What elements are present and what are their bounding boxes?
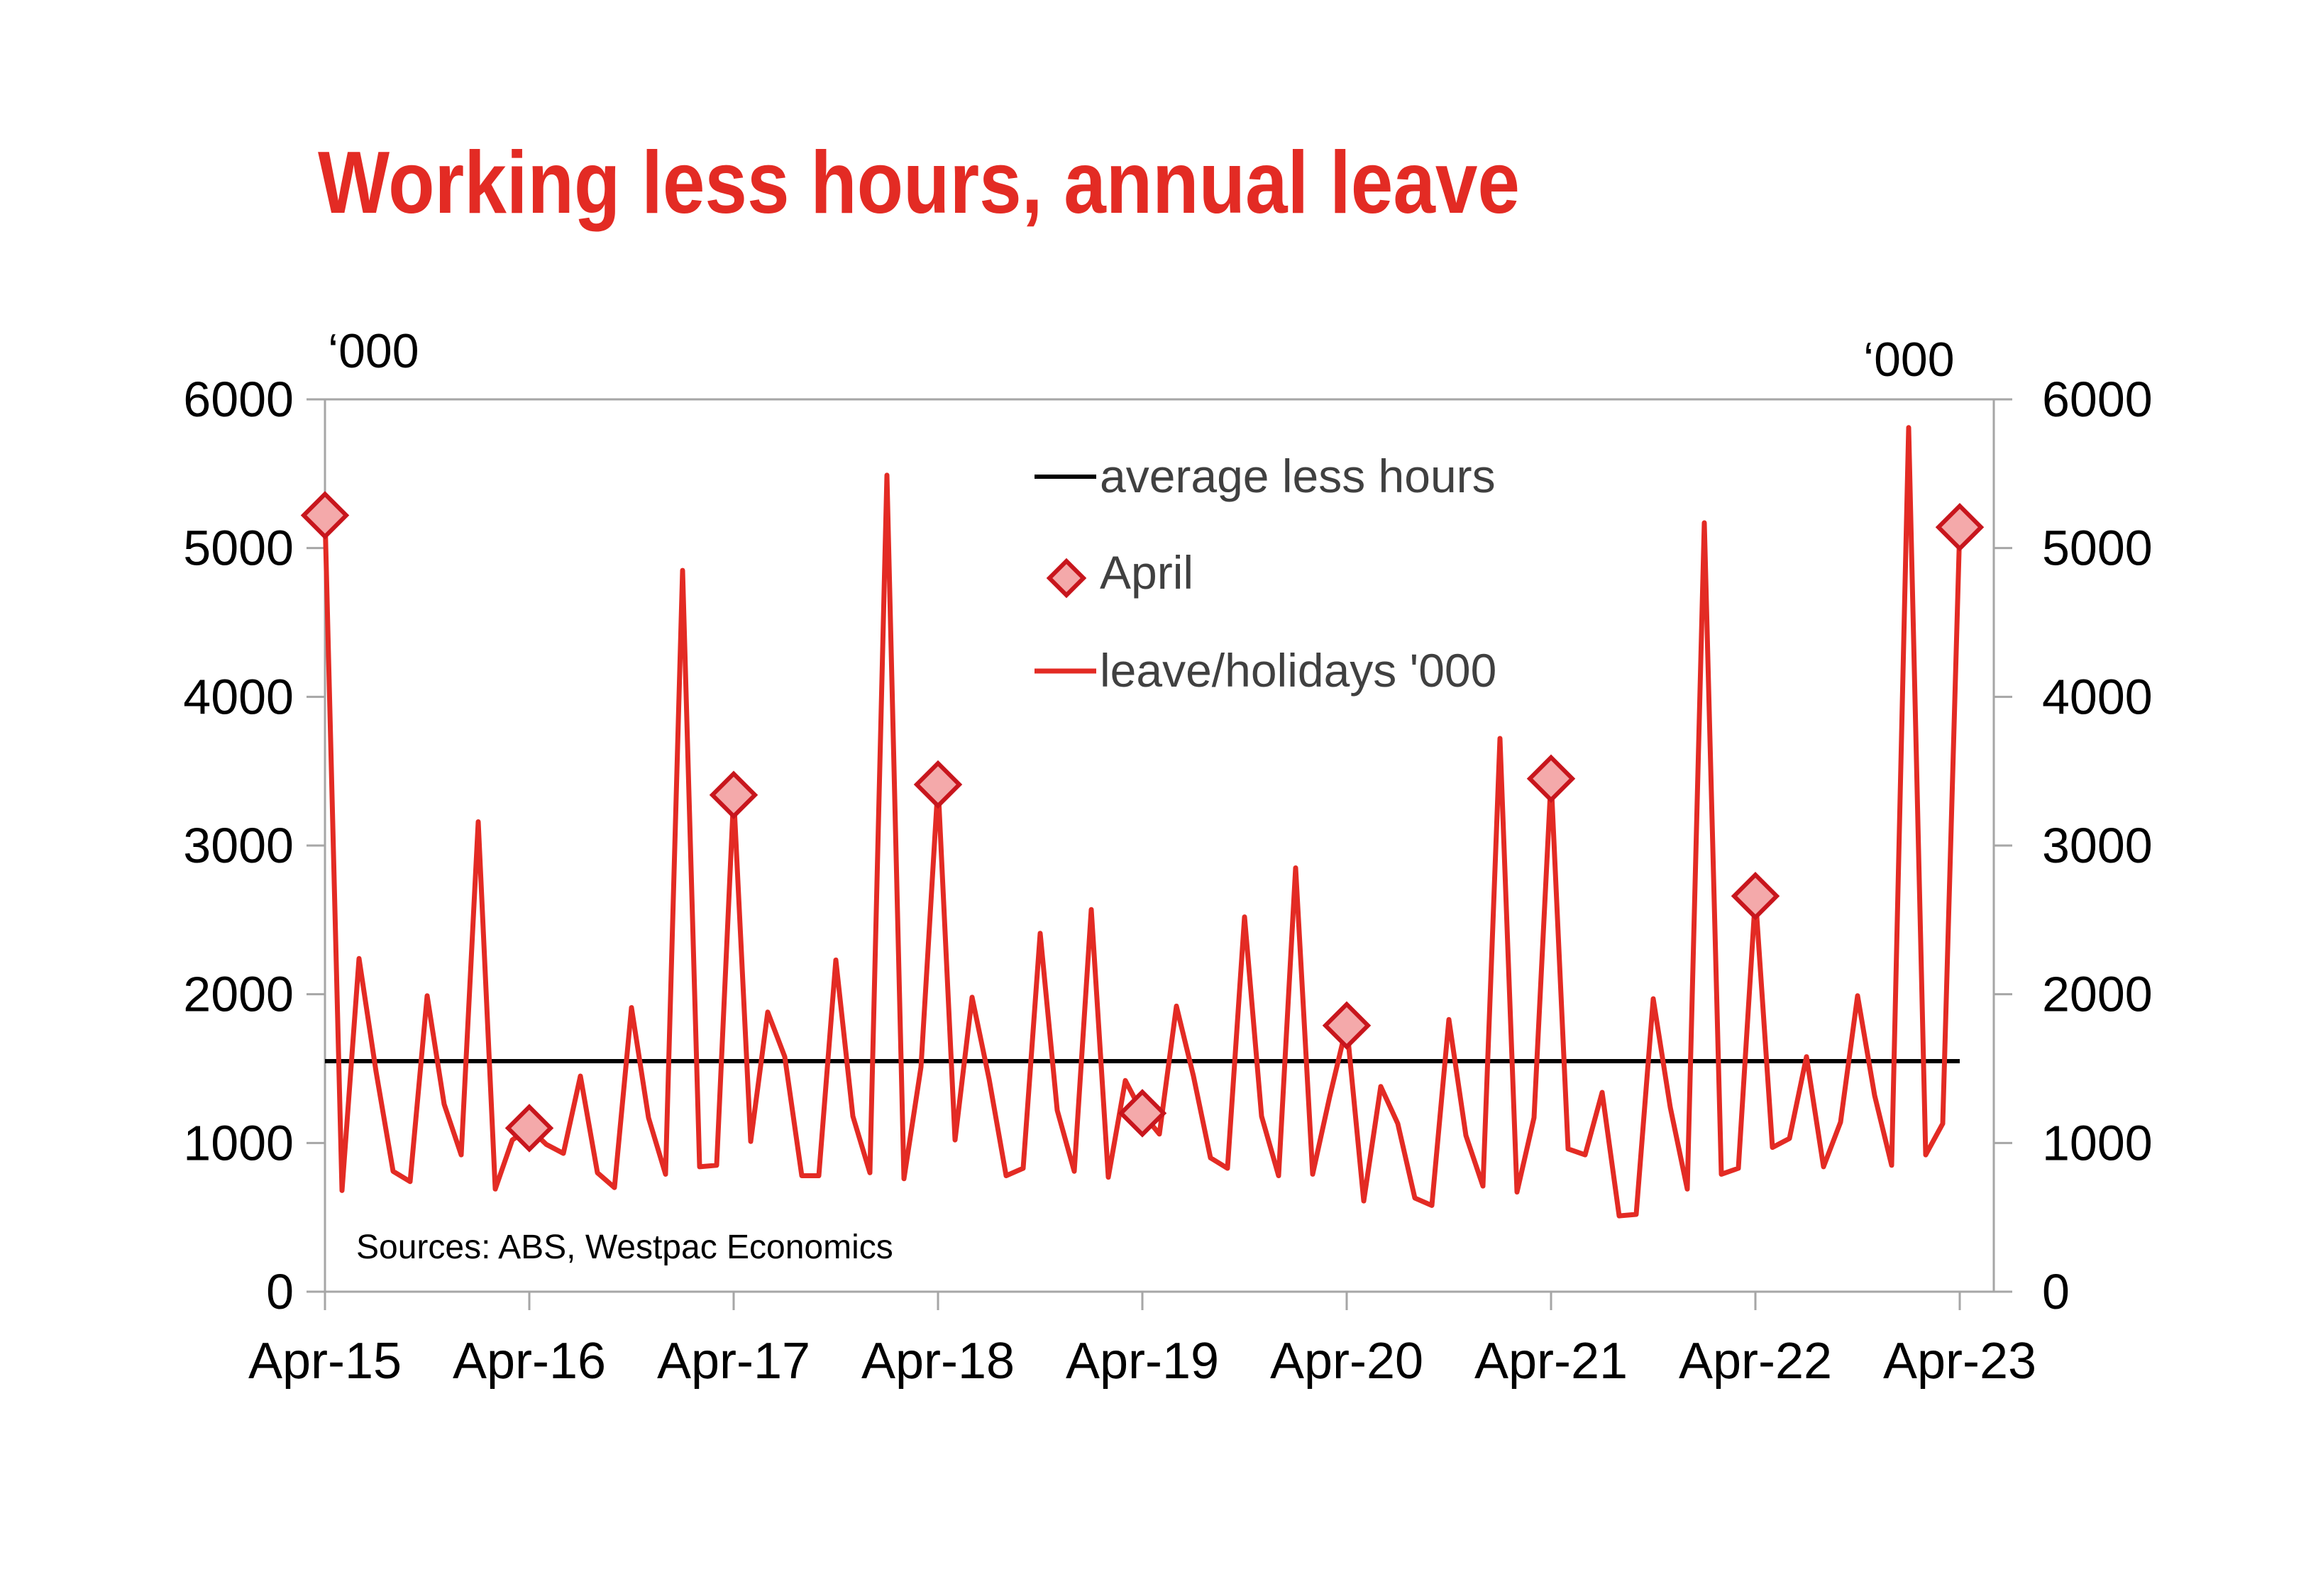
legend-label-april: April bbox=[1100, 546, 1194, 599]
right-y-tick-label: 5000 bbox=[2042, 520, 2153, 576]
left-axis-unit: ‘000 bbox=[328, 324, 419, 378]
x-tick-label: Apr-20 bbox=[1269, 1333, 1424, 1390]
right-y-tick-label: 3000 bbox=[2042, 818, 2153, 873]
left-y-tick-label: 2000 bbox=[183, 966, 294, 1022]
x-tick-label: Apr-18 bbox=[861, 1333, 1015, 1390]
x-tick-label: Apr-19 bbox=[1065, 1333, 1220, 1390]
x-tick-label: Apr-22 bbox=[1678, 1333, 1833, 1390]
x-tick-label: Apr-15 bbox=[248, 1333, 402, 1390]
x-tick-label: Apr-16 bbox=[452, 1333, 607, 1390]
legend-label-average: average less hours bbox=[1100, 450, 1496, 502]
left-y-tick-label: 3000 bbox=[183, 818, 294, 873]
left-y-tick-label: 0 bbox=[266, 1264, 294, 1319]
plot-area bbox=[325, 399, 1994, 1292]
right-y-tick-label: 6000 bbox=[2042, 372, 2153, 427]
right-y-tick-label: 2000 bbox=[2042, 966, 2153, 1022]
right-axis-unit: ‘000 bbox=[1863, 333, 1955, 387]
left-y-tick-label: 1000 bbox=[183, 1115, 294, 1171]
source-note: Sources: ABS, Westpac Economics bbox=[356, 1229, 893, 1266]
right-y-tick-label: 4000 bbox=[2042, 669, 2153, 725]
x-tick-label: Apr-17 bbox=[656, 1333, 811, 1390]
left-y-tick-label: 5000 bbox=[183, 520, 294, 576]
right-y-axis bbox=[1994, 372, 2153, 1319]
x-axis bbox=[248, 1292, 2036, 1390]
x-tick-label: Apr-23 bbox=[1882, 1333, 2037, 1390]
left-y-tick-label: 6000 bbox=[183, 372, 294, 427]
right-y-tick-label: 1000 bbox=[2042, 1115, 2153, 1171]
legend-label-leave: leave/holidays '000 bbox=[1100, 644, 1497, 697]
left-y-tick-label: 4000 bbox=[183, 669, 294, 725]
right-y-tick-label: 0 bbox=[2042, 1264, 2070, 1319]
x-tick-label: Apr-21 bbox=[1474, 1333, 1628, 1390]
chart-title: Working less hours, annual leave bbox=[318, 134, 1520, 232]
